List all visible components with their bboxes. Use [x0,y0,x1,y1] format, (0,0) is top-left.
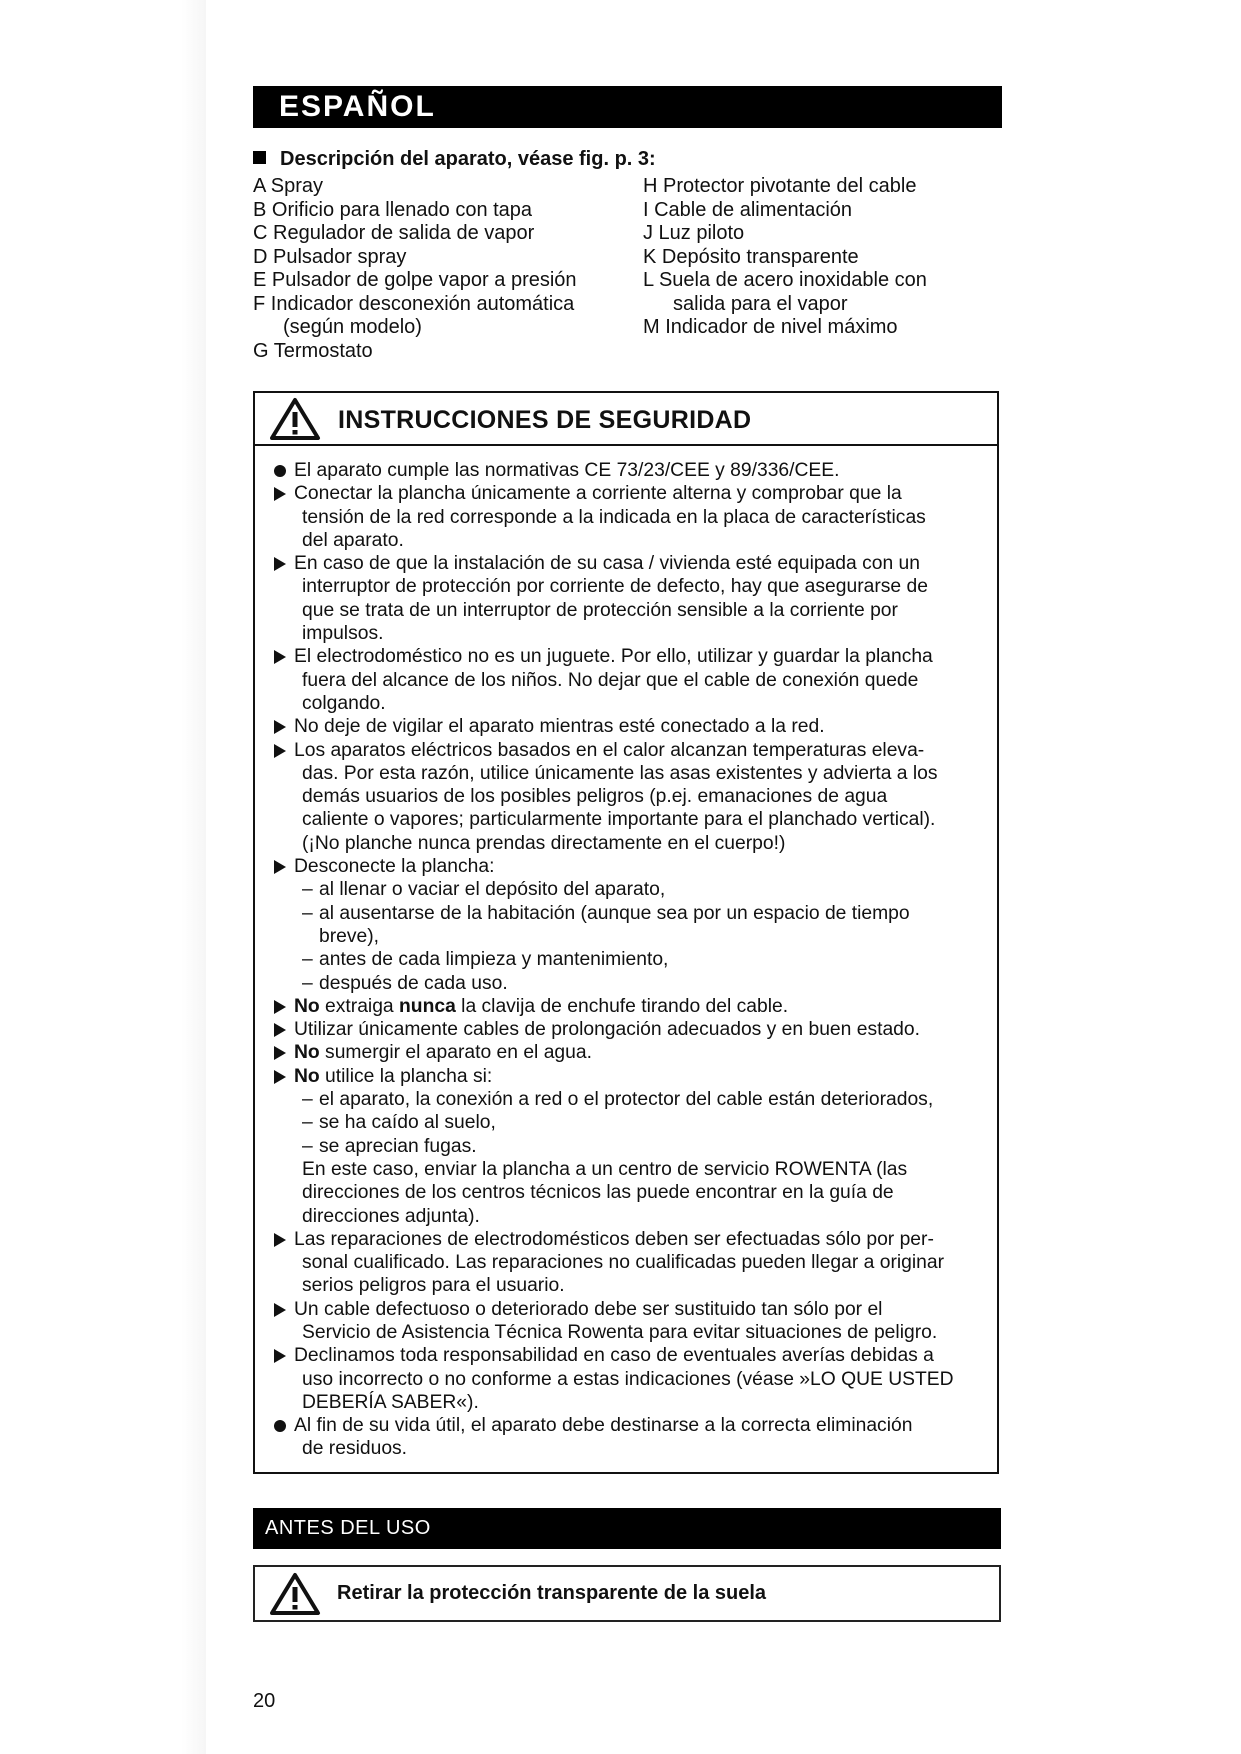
part-item: K Depósito transparente [643,245,859,268]
safety-text: que se trata de un interruptor de protección sensible a la corriente por [302,599,898,621]
sub-item: – se aprecian fugas. [302,1135,477,1157]
language-header: ESPAÑOL [253,86,1002,128]
arrow-bullet-icon [274,557,286,571]
arrow-bullet-icon [274,650,286,664]
safety-text: impulsos. [302,623,384,645]
circle-bullet-icon [274,1420,286,1432]
arrow-bullet-icon [274,720,286,734]
warning-triangle-icon [269,1572,321,1616]
sub-item-text: breve), [319,925,380,947]
sub-item-text: al llenar o vaciar el depósito del aparato, [319,879,666,901]
warning-text: Retirar la protección transparente de la suela [337,1582,767,1604]
sub-item-text: se aprecian fugas. [319,1135,477,1157]
sub-item: – al ausentarse de la habitación (aunque sea por un espacio de tiempo [302,902,910,924]
safety-item [270,1298,990,1345]
safety-text: El aparato cumple las normativas CE 73/23/CEE y 89/336/CEE. [294,460,840,481]
safety-list [270,459,990,1461]
safety-text: Las reparaciones de electrodomésticos deben ser efectuadas sólo por per- [294,1228,934,1250]
arrow-bullet-icon [274,1000,286,1014]
part-item: B Orificio para llenado con tapa [253,198,533,221]
part-item-continuation: salida para el vapor [673,292,848,315]
sub-item: – antes de cada limpieza y mantenimiento, [302,949,669,971]
arrow-bullet-icon [274,744,286,758]
safety-instructions-box [253,391,999,1474]
part-item: D Pulsador spray [253,245,407,268]
safety-item [270,1228,990,1298]
safety-text: (¡No planche nunca prendas directamente en el cuerpo!) [302,832,786,854]
arrow-bullet-icon [274,1046,286,1060]
emphasis-text: No [294,995,320,1017]
safety-text: Un cable defectuoso o deteriorado debe ser sustituido tan sólo por el [294,1298,883,1320]
warning-box [253,1565,1001,1622]
part-item: L Suela de acero inoxidable con [643,269,927,291]
arrow-bullet-icon [274,1070,286,1084]
safety-text: del aparato. [302,529,404,551]
emphasis-text: nunca [399,995,456,1017]
page-edge [0,0,206,1754]
safety-text: colgando. [302,692,386,714]
sub-item-text: después de cada uso. [319,972,508,994]
safety-text: de residuos. [302,1438,408,1460]
sub-item-text: antes de cada limpieza y mantenimiento, [319,949,669,971]
page-number: 20 [253,1690,276,1712]
safety-item [270,1414,990,1461]
safety-note [270,1205,990,1228]
part-item: G Termostato [253,339,373,362]
arrow-bullet-icon [274,1233,286,1247]
arrow-bullet-icon [274,1023,286,1037]
arrow-bullet-icon [274,1303,286,1317]
safety-item [270,1041,990,1064]
description-right-column [643,175,1003,340]
section-header-antes-del-uso: ANTES DEL USO [253,1508,1001,1549]
safety-note [270,1158,990,1181]
part-item: F Indicador desconexión automática [253,292,575,315]
safety-item [270,552,990,645]
safety-text: Servicio de Asistencia Técnica Rowenta para evitar situaciones de peligro. [302,1321,938,1343]
safety-item [270,459,990,482]
part-item: I Cable de alimentación [643,198,853,221]
safety-item [270,645,990,715]
description-title [253,148,656,171]
circle-bullet-icon [274,465,286,477]
safety-text: la clavija de enchufe tirando del cable. [455,995,789,1017]
arrow-bullet-icon [274,1349,286,1363]
safety-text: Utilizar únicamente cables de prolongación adecuados y en buen estado. [294,1019,920,1041]
safety-text: Desconecte la plancha: [294,856,495,878]
safety-text: interruptor de protección por corriente de defecto, hay que asegurarse de [302,576,928,598]
safety-text: sonal cualificado. Las reparaciones no cualificadas pueden llegar a originar [302,1252,945,1274]
safety-text: demás usuarios de los posibles peligros (p.ej. emanaciones de agua [302,786,888,808]
sub-item: – al llenar o vaciar el depósito del aparato, [302,879,666,901]
sub-item-continuation [270,925,990,948]
safety-text: Al fin de su vida útil, el aparato debe destinarse a la correcta eliminación [294,1415,913,1437]
part-item: E Pulsador de golpe vapor a presión [253,269,577,291]
safety-item [270,482,990,552]
part-item: A Spray [253,175,324,197]
emphasis-text: No [294,1065,320,1087]
warning-triangle-icon [269,397,321,441]
safety-text: uso incorrecto o no conforme a estas indicaciones (véase »LO QUE USTED [302,1368,954,1390]
safety-header [255,393,997,446]
safety-text: direcciones de los centros técnicos las puede encontrar en la guía de [302,1182,894,1204]
safety-item [270,1065,990,1088]
arrow-bullet-icon [274,860,286,874]
emphasis-text: No [294,1042,320,1064]
square-bullet-icon [253,151,266,164]
part-item-continuation: (según modelo) [283,316,422,338]
safety-text: fuera del alcance de los niños. No dejar que el cable de conexión quede [302,669,919,691]
safety-item [270,995,990,1018]
safety-text: direcciones adjunta). [302,1205,480,1227]
safety-text: No deje de vigilar el aparato mientras esté conectado a la red. [294,716,825,738]
sub-item: – se ha caído al suelo, [302,1112,496,1134]
sub-item-text: el aparato, la conexión a red o el protector del cable están deteriorados, [319,1089,934,1111]
description-left-column [253,175,633,363]
sub-item: – el aparato, la conexión a red o el protector del cable están deteriorados, [302,1089,934,1111]
arrow-bullet-icon [274,487,286,501]
safety-text: sumergir el aparato en el agua. [319,1042,592,1064]
part-item: H Protector pivotante del cable [643,175,917,197]
safety-text: caliente o vapores; particularmente importante para el planchado vertical). [302,809,936,831]
part-item: C Regulador de salida de vapor [253,222,535,244]
safety-text: extraiga [319,995,400,1017]
safety-item [270,1344,990,1414]
safety-item [270,715,990,738]
safety-text: En caso de que la instalación de su casa / vivienda esté equipada con un [294,553,921,575]
safety-title: INSTRUCCIONES DE SEGURIDAD [338,406,752,434]
safety-text: tensión de la red corresponde a la indicada en la placa de características [302,506,926,528]
safety-text: utilice la plancha si: [319,1065,493,1087]
part-item: M Indicador de nivel máximo [643,316,898,338]
safety-text: El electrodoméstico no es un juguete. Por ello, utilizar y guardar la plancha [294,646,933,668]
part-item: J Luz piloto [643,222,745,244]
safety-text: Los aparatos eléctricos basados en el calor alcanzan temperaturas eleva- [294,739,925,761]
safety-note [270,1181,990,1204]
safety-text: DEBERÍA SABER«). [302,1391,479,1413]
sub-item-text: se ha caído al suelo, [319,1112,496,1134]
sub-item-text: al ausentarse de la habitación (aunque sea por un espacio de tiempo [319,902,910,924]
safety-text: serios peligros para el usuario. [302,1275,565,1297]
safety-text: En este caso, enviar la plancha a un centro de servicio ROWENTA (las [302,1158,908,1180]
safety-text: Declinamos toda responsabilidad en caso de eventuales averías debidas a [294,1345,934,1367]
safety-item [270,855,990,878]
safety-text: das. Por esta razón, utilice únicamente las asas existentes y advierta a los [302,762,938,784]
sub-item: – después de cada uso. [302,972,508,994]
safety-item [270,1018,990,1041]
description-title-text: Descripción del aparato, véase fig. p. 3: [280,148,656,170]
safety-text: Conectar la plancha únicamente a corriente alterna y comprobar que la [294,483,902,505]
safety-item [270,739,990,855]
